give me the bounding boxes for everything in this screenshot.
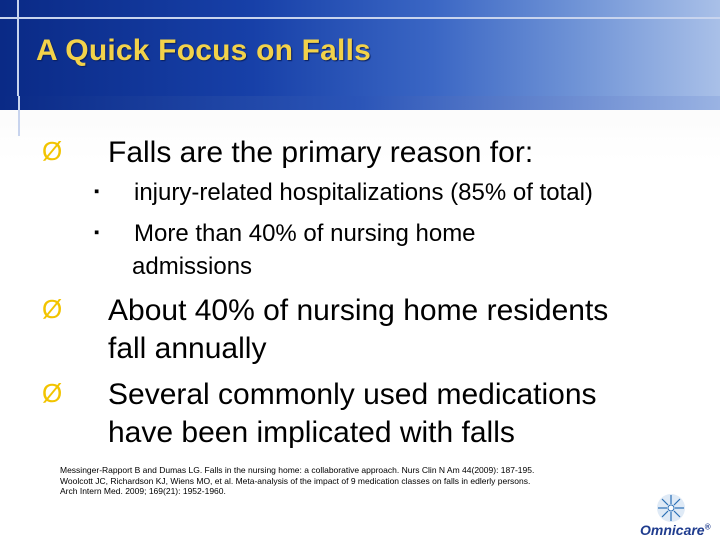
reference-line: Messinger-Rapport B and Dumas LG. Falls in the nursing home: a collaborative approach. Nurs Clin N Am 44(2009): 187-195. [60,465,535,475]
sub-bullet-text: admissions [132,253,253,280]
square-bullet-icon: ▪ [94,183,100,200]
sub-bullet-text: More than 40% of nursing home [134,220,476,247]
sub-bullet-hospitalizations [92,176,593,209]
sub-bullet-text: injury-related hospitalizations (85% of total) [134,179,593,206]
reference-line: Woolcott JC, Richardson KJ, Wiens MO, et al. Meta-analysis of the impact of 9 medication classes on falls in edlerly persons. [60,475,531,486]
square-bullet-icon: ▪ [94,224,100,241]
bullet-medications [42,376,597,413]
bullet-text: have been implicated with falls [108,416,515,449]
sub-bullet-admissions [92,217,476,250]
bullet-text: Falls are the primary reason for: [108,136,534,169]
arrow-bullet-icon: Ø [42,378,63,408]
logo-registered-mark: ® [704,522,711,532]
page-title: A Quick Focus on Falls [36,34,372,67]
bullet-text: fall annually [108,332,267,365]
sub-bullet-admissions-cont [132,250,252,283]
arrow-bullet-icon: Ø [42,294,63,324]
bullet-residents-fall [42,292,608,329]
bullet-medications-cont [108,414,515,451]
logo-wordmark: Omnicare [640,522,705,538]
references [60,465,660,497]
bullet-text: Several commonly used medications [108,378,597,411]
reference-line: Arch Intern Med. 2009; 169(21): 1952-1960. [60,486,226,496]
omnicare-logo-text [640,522,711,538]
arrow-bullet-icon: Ø [42,136,63,166]
bullet-residents-fall-cont [108,330,266,367]
bullet-falls-reason [42,134,533,171]
bullet-text: About 40% of nursing home residents [108,294,609,327]
